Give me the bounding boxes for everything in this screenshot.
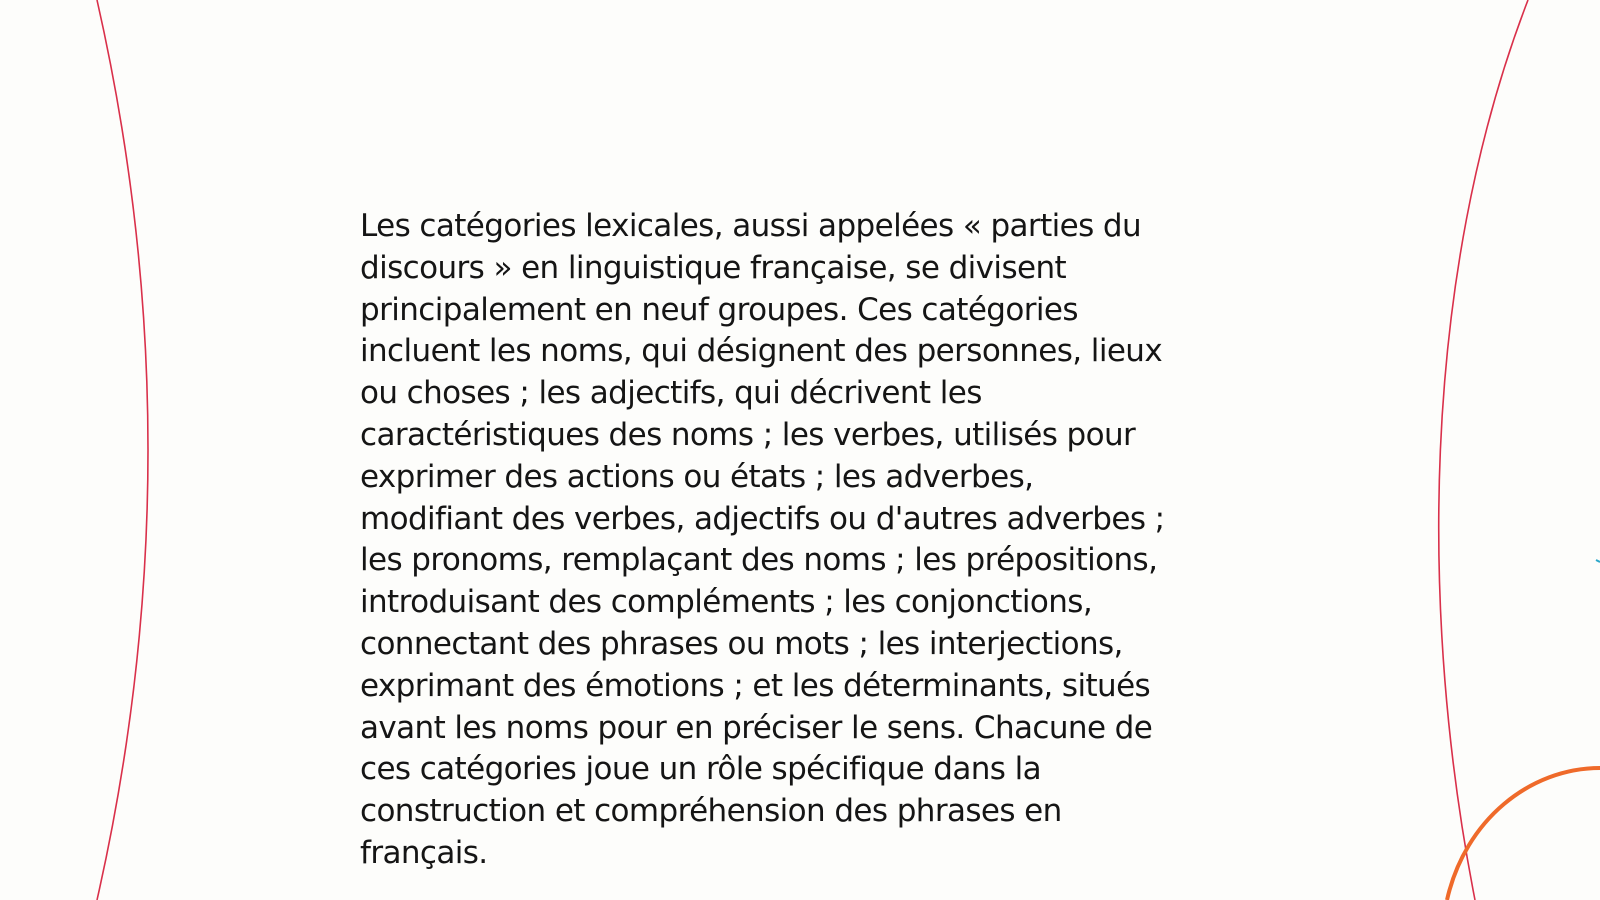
paragraph-line: discours » en linguistique française, se divisent [360, 249, 1067, 286]
left-red-curve [97, 0, 148, 900]
paragraph-line: introduisant des compléments ; les conjonctions, [360, 584, 1093, 621]
orange-arc [1447, 768, 1600, 900]
paragraph-line: connectant des phrases ou mots ; les interjections, [360, 625, 1123, 662]
paragraph-line: français. [360, 834, 488, 871]
paragraph-line: ou choses ; les adjectifs, qui décrivent les [360, 375, 982, 412]
paragraph-line: caractéristiques des noms ; les verbes, utilisés pour [360, 416, 1136, 453]
paragraph-line: les pronoms, remplaçant des noms ; les prépositions, [360, 542, 1158, 579]
right-red-curve [1439, 0, 1528, 900]
paragraph-line: Les catégories lexicales, aussi appelées « parties du [360, 208, 1142, 244]
paragraph-line: exprimant des émotions ; et les déterminants, situés [360, 667, 1151, 704]
paragraph-line: incluent les noms, qui désignent des personnes, lieux [360, 333, 1163, 370]
paragraph-line: ces catégories joue un rôle spécifique dans la [360, 751, 1042, 788]
paragraph-line: exprimer des actions ou états ; les adverbes, [360, 458, 1034, 495]
body-paragraph [360, 206, 1260, 875]
paragraph-line: modifiant des verbes, adjectifs ou d'autres adverbes ; [360, 500, 1165, 537]
paragraph-line: avant les noms pour en préciser le sens. Chacune de [360, 709, 1153, 746]
teal-mark [1596, 560, 1600, 562]
paragraph-line: principalement en neuf groupes. Ces catégories [360, 291, 1078, 328]
paragraph-line: construction et compréhension des phrases en [360, 793, 1062, 830]
